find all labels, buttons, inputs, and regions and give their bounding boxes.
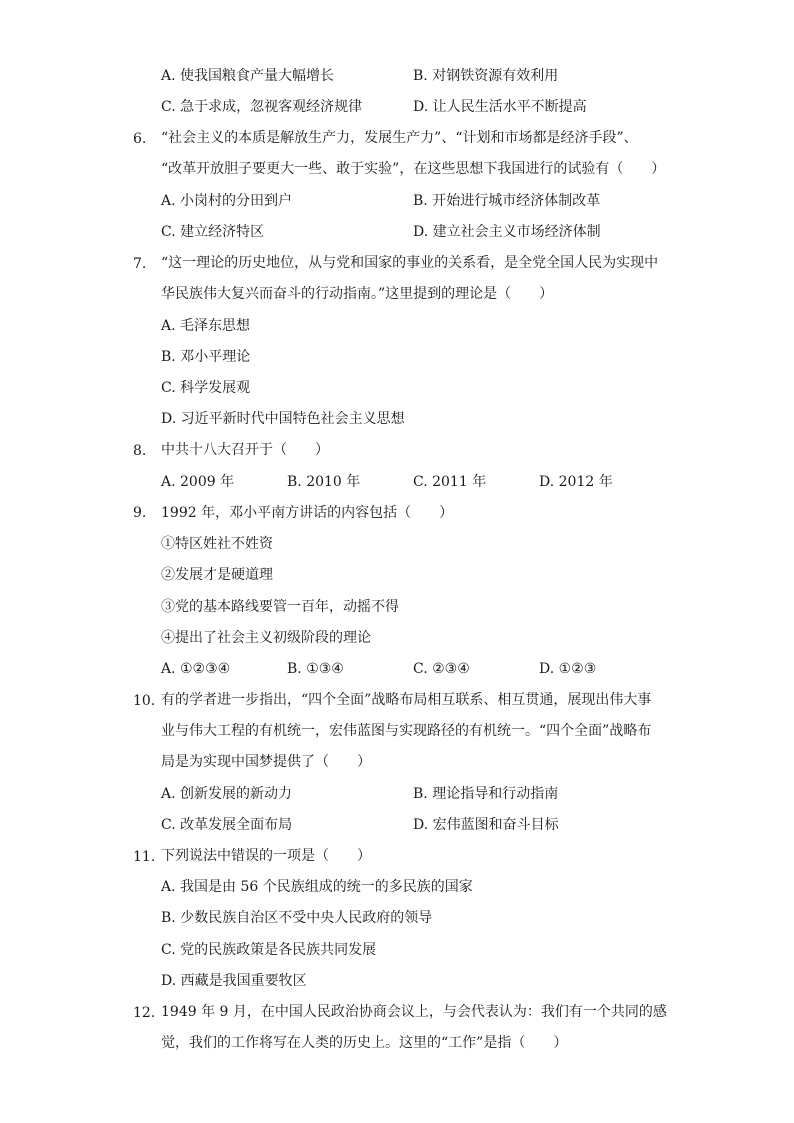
q7-option-a: A. 毛泽东思想 xyxy=(161,318,251,334)
q11-number: 11. xyxy=(133,849,156,865)
q9-item-1: ①特区姓社不姓资 xyxy=(161,536,273,552)
q9-stem-line1: 1992 年，邓小平南方讲话的内容包括（ ） xyxy=(161,505,454,521)
q7-option-b: B. 邓小平理论 xyxy=(161,349,251,365)
q8-stem-line1: 中共十八大召开于（ ） xyxy=(161,442,329,458)
q9-option-b: B. ①③④ xyxy=(287,661,344,677)
q7-option-d: D. 习近平新时代中国特色社会主义思想 xyxy=(161,411,405,427)
q6-stem-line2: “改革开放胆子要更大一些、敢于实验”，在这些思想下我国进行的试验有（ ） xyxy=(161,161,666,177)
q8-number: 8. xyxy=(133,443,147,459)
q11-option-d: D. 西藏是我国重要牧区 xyxy=(161,973,307,989)
q8-option-c: C. 2011 年 xyxy=(413,474,487,490)
q10-option-a: A. 创新发展的新动力 xyxy=(161,786,293,802)
q11-option-a: A. 我国是由 56 个民族组成的统一的多民族的国家 xyxy=(161,879,473,895)
q6-stem-line1: “社会主义的本质是解放生产力，发展生产力”、“计划和市场都是经济手段”、 xyxy=(161,130,638,146)
q6-option-b: B. 开始进行城市经济体制改革 xyxy=(413,193,601,209)
q5-option-d: D. 让人民生活水平不断提高 xyxy=(413,99,587,115)
q6-option-a: A. 小岗村的分田到户 xyxy=(161,193,293,209)
q12-stem-line1: 1949 年 9 月，在中国人民政治协商会议上，与会代表认为：我们有一个共同的感 xyxy=(161,1004,667,1020)
q6-option-c: C. 建立经济特区 xyxy=(161,224,265,240)
q9-option-a: A. ①②③④ xyxy=(161,661,231,677)
q10-option-b: B. 理论指导和行动指南 xyxy=(413,786,559,802)
q8-option-d: D. 2012 年 xyxy=(539,474,613,490)
q10-stem-line2: 业与伟大工程的有机统一，宏伟蓝图与实现路径的有机统一。“四个全面”战略布 xyxy=(161,723,652,739)
q12-stem-line2: 觉，我们的工作将写在人类的历史上。这里的“工作”是指（ ） xyxy=(161,1035,568,1051)
q7-stem-line1: “这一理论的历史地位，从与党和国家的事业的关系看，是全党全国人民为实现中 xyxy=(161,255,659,271)
q9-option-d: D. ①②③ xyxy=(539,661,597,677)
q11-stem-line1: 下列说法中错误的一项是（ ） xyxy=(161,848,371,864)
q9-option-c: C. ②③④ xyxy=(413,661,470,677)
q10-option-d: D. 宏伟蓝图和奋斗目标 xyxy=(413,817,559,833)
q7-number: 7. xyxy=(133,256,147,272)
q9-number: 9. xyxy=(133,505,147,521)
q8-option-a: A. 2009 年 xyxy=(161,474,235,490)
q7-stem-line2: 华民族伟大复兴而奋斗的行动指南。”这里提到的理论是（ ） xyxy=(161,286,554,302)
q9-item-2: ②发展才是硬道理 xyxy=(161,567,273,583)
q6-number: 6. xyxy=(133,131,147,147)
q5-option-c: C. 急于求成，忽视客观经济规律 xyxy=(161,99,363,115)
q8-option-b: B. 2010 年 xyxy=(287,474,361,490)
q12-number: 12. xyxy=(133,1005,156,1021)
q10-number: 10. xyxy=(133,693,156,709)
q11-option-c: C. 党的民族政策是各民族共同发展 xyxy=(161,942,377,958)
q11-option-b: B. 少数民族自治区不受中央人民政府的领导 xyxy=(161,910,433,926)
q10-stem-line1: 有的学者进一步指出，“四个全面”战略布局相互联系、相互贯通，展现出伟大事 xyxy=(161,692,652,708)
q5-option-a: A. 使我国粮食产量大幅增长 xyxy=(161,68,335,84)
q9-item-4: ④提出了社会主义初级阶段的理论 xyxy=(161,630,371,646)
q7-option-c: C. 科学发展观 xyxy=(161,380,251,396)
q6-option-d: D. 建立社会主义市场经济体制 xyxy=(413,224,601,240)
q5-option-b: B. 对钢铁资源有效利用 xyxy=(413,68,559,84)
q10-stem-line3: 局是为实现中国梦提供了（ ） xyxy=(161,754,371,770)
q9-item-3: ③党的基本路线要管一百年，动摇不得 xyxy=(161,599,399,615)
q10-option-c: C. 改革发展全面布局 xyxy=(161,817,293,833)
